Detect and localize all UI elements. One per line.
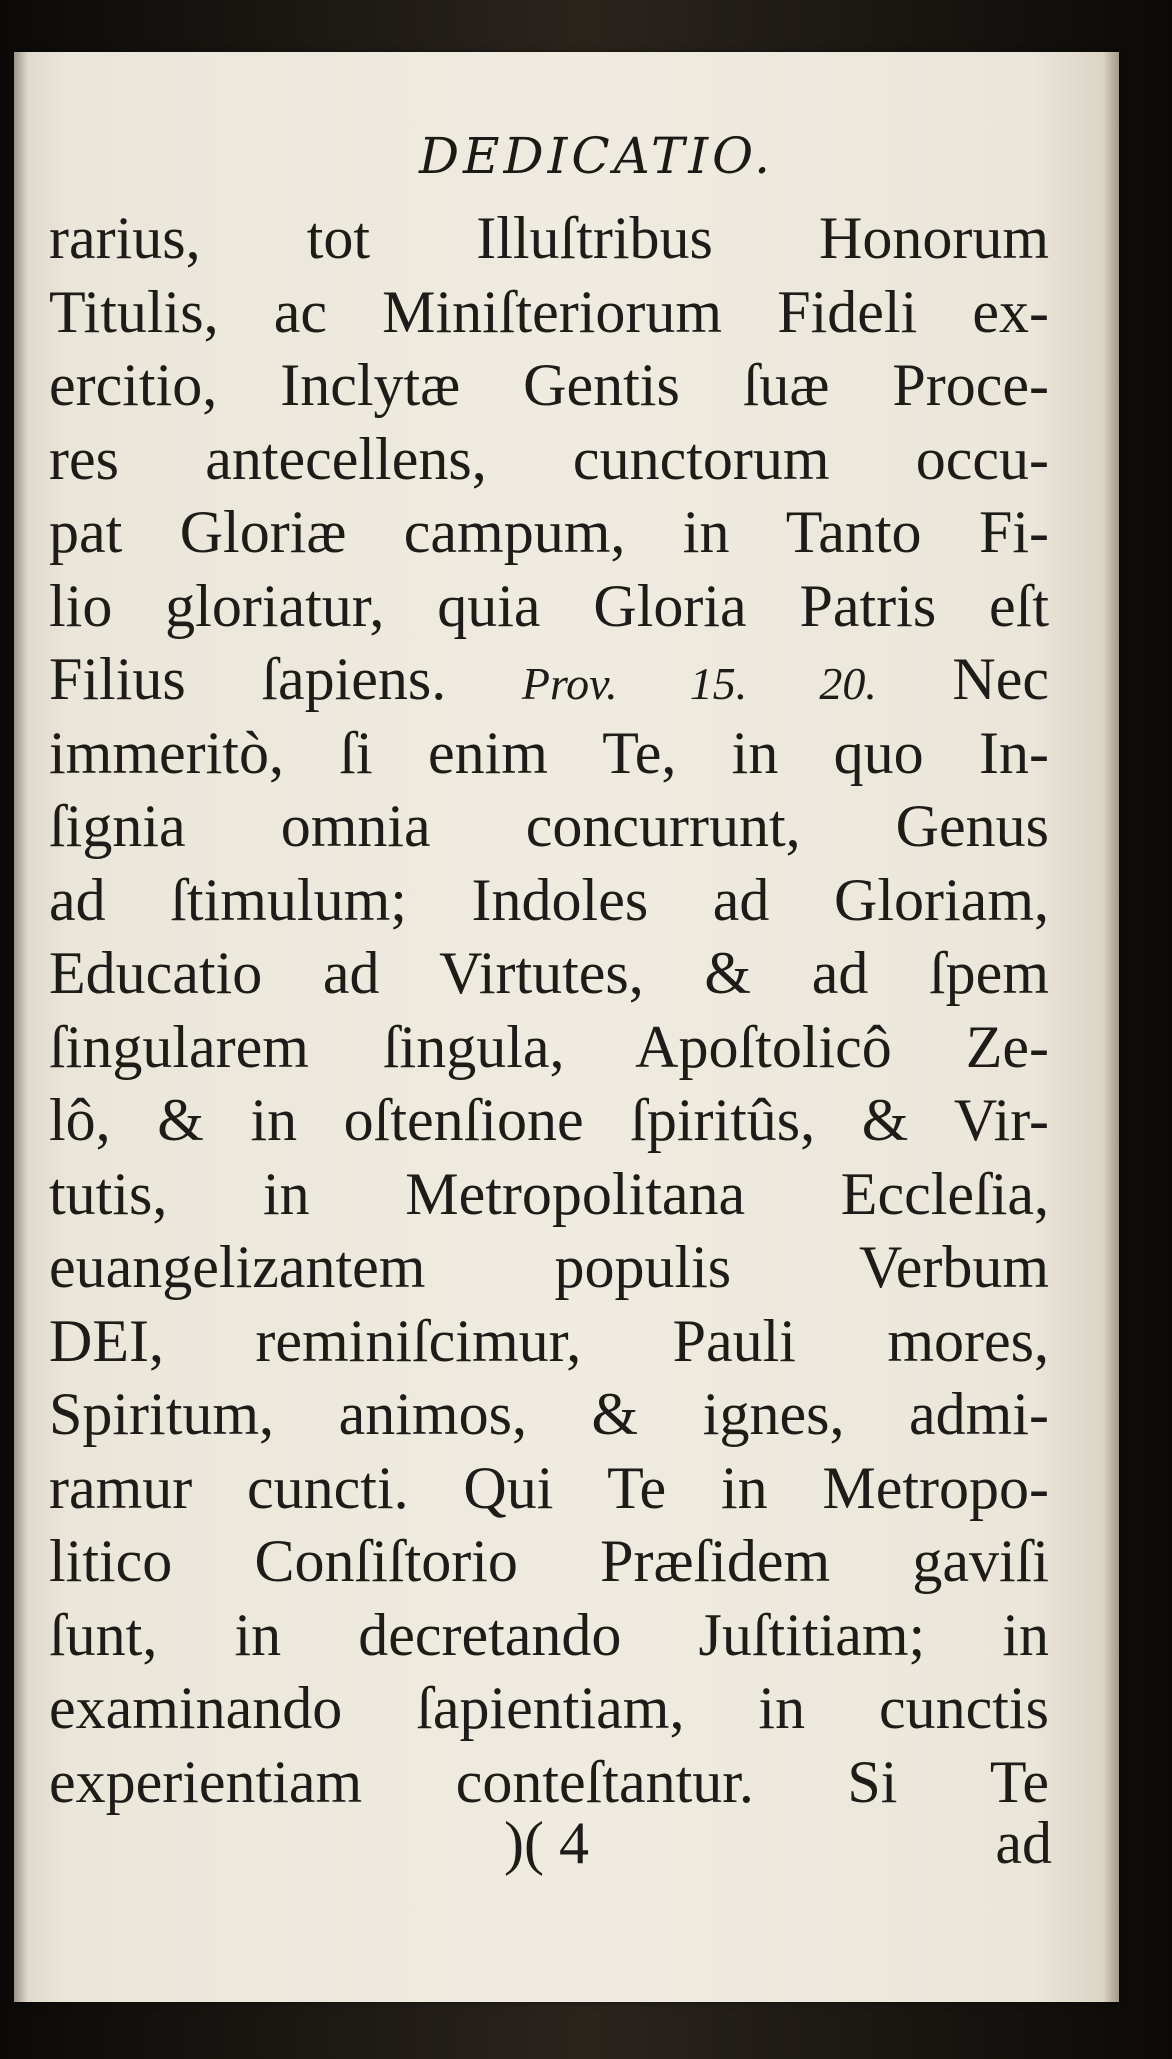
catchword: ad (995, 1810, 1052, 1876)
text-line: examinando ſapientiam, in cunctis (49, 1675, 1049, 1741)
text-line: euangelizantem populis Verbum (49, 1234, 1049, 1300)
text-line: lô, & in oſtenſione ſpiritûs, & Vir- (49, 1087, 1049, 1153)
page-footer (49, 1807, 1052, 1880)
page-gutter-shadow (14, 52, 28, 2002)
body-text (49, 202, 1049, 1819)
text-line: DEI, reminiſcimur, Pauli mores, (49, 1307, 1049, 1374)
text-line: litico Conſiſtorio Præſidem gaviſi (49, 1528, 1049, 1594)
bible-reference: Prov. 15. 20. (521, 658, 877, 709)
text-line-with-reference (49, 643, 1049, 717)
text-line: experientiam conteſtantur. Si Te (49, 1748, 1049, 1815)
text-line: ad ſtimulum; Indoles ad Gloriam, (49, 866, 1049, 933)
text-line: immeritò, ſi enim Te, in quo In- (49, 719, 1049, 786)
text-line: Spiritum, animos, & ignes, admi- (49, 1381, 1049, 1447)
text-line: ſingularem ſingula, Apoſtolicô Ze- (49, 1013, 1049, 1080)
line-7-pre: Filius ſapiens. (49, 646, 447, 712)
text-line: lio gloriatur, quia Gloria Patris eſt (49, 572, 1049, 639)
text-line: ercitio, Inclytæ Gentis ſuæ Proce- (49, 352, 1049, 418)
text-line: tutis, in Metropolitana Eccleſia, (49, 1160, 1049, 1227)
text-line: ramur cuncti. Qui Te in Metropo- (49, 1454, 1049, 1521)
text-line: res antecellens, cunctorum occu- (49, 425, 1049, 492)
page-edge-shadow (1103, 52, 1119, 2002)
signature-mark: )( 4 (504, 1810, 589, 1876)
text-line: rarius, tot Illuſtribus Honorum (49, 205, 1049, 271)
text-line: Titulis, ac Miniſteriorum Fideli ex- (49, 278, 1049, 345)
book-page (14, 52, 1119, 2002)
line-7-post: Nec (952, 646, 1050, 712)
text-line: pat Gloriæ campum, in Tanto Fi- (49, 499, 1049, 565)
text-line: ſignia omnia concurrunt, Genus (49, 793, 1049, 859)
running-head: DEDICATIO. (418, 127, 775, 185)
text-line: Educatio ad Virtutes, & ad ſpem (49, 940, 1049, 1006)
text-line: ſunt, in decretando Juſtitiam; in (49, 1601, 1049, 1668)
